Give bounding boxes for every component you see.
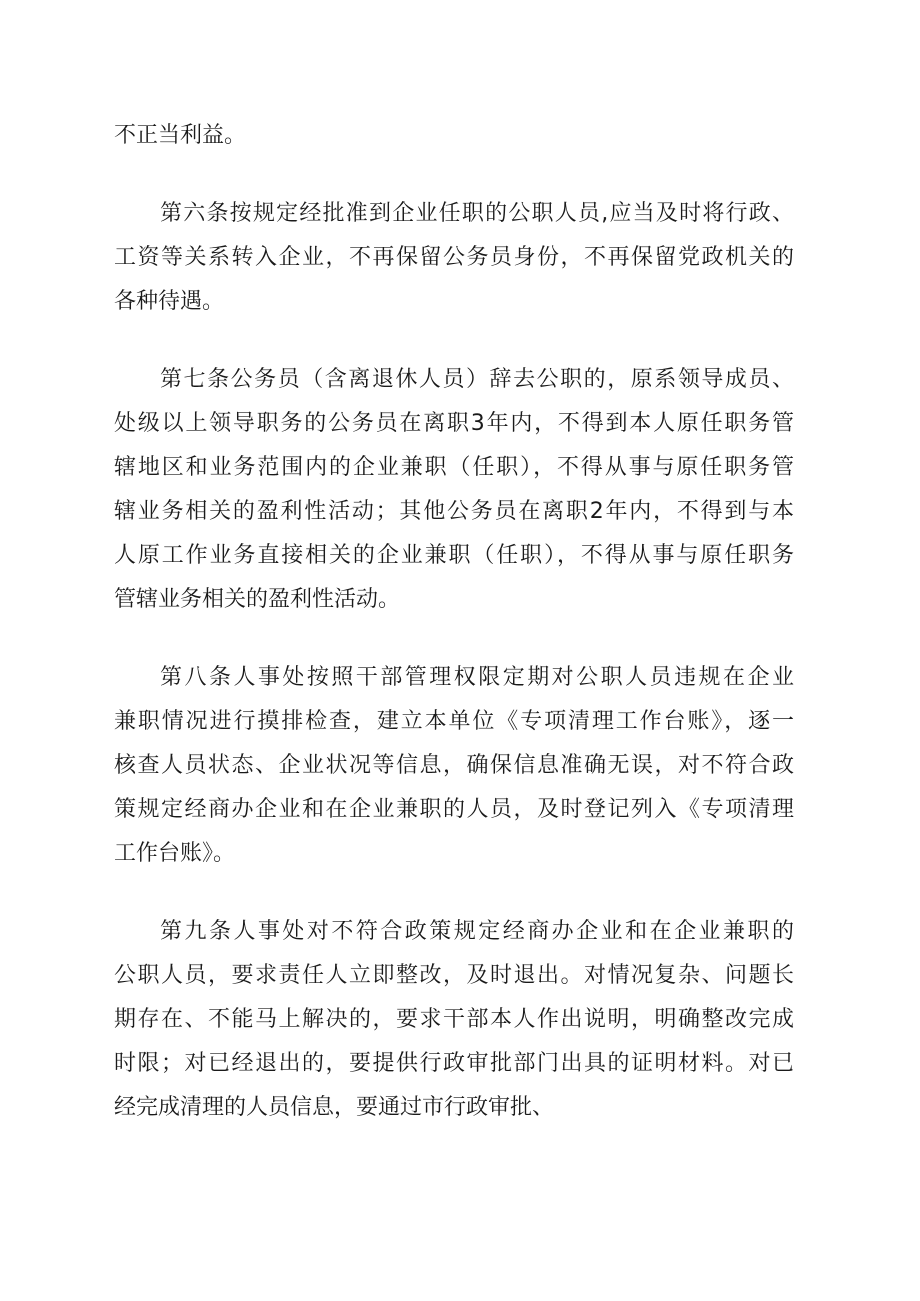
paragraph-article-6: [114, 192, 794, 324]
paragraph-article-8: [114, 656, 794, 876]
text-line: 工作台账》。: [114, 841, 236, 866]
text-line: 第八条人事处按照干部管理权限定期对公职人员违规在企业: [160, 665, 794, 690]
text-line: 处级以上领导职务的公务员在离职3年内，不得到本人原任职务管: [114, 411, 794, 436]
paragraph-article-9: [114, 910, 794, 1130]
text-line: 各种待遇。: [114, 289, 225, 314]
text-line: 辖业务相关的盈利性活动；其他公务员在离职2年内，不得到与本: [114, 499, 794, 524]
text-line: 经完成清理的人员信息，要通过市行政审批、: [114, 1095, 555, 1120]
paragraph-article-5-tail: [114, 114, 794, 158]
text-line: 公职人员，要求责任人立即整改，及时退出。对情况复杂、问题长: [114, 963, 794, 988]
text-line: 时限；对已经退出的，要提供行政审批部门出具的证明材料。对已: [114, 1051, 794, 1076]
text-line: 期存在、不能马上解决的，要求干部本人作出说明，明确整改完成: [114, 1007, 794, 1032]
document-body: [114, 114, 794, 1164]
text-line: 兼职情况进行摸排检查，建立本单位《专项清理工作台账》，逐一: [114, 709, 794, 734]
text-line: 不正当利益。: [114, 123, 247, 148]
text-line: 管辖业务相关的盈利性活动。: [114, 587, 401, 612]
text-line: 辖地区和业务范围内的企业兼职（任职），不得从事与原任职务管: [114, 455, 794, 480]
paragraph-article-7: [114, 358, 794, 622]
text-line: 策规定经商办企业和在企业兼职的人员，及时登记列入《专项清理: [114, 797, 794, 822]
text-line: 工资等关系转入企业，不再保留公务员身份，不再保留党政机关的: [114, 245, 794, 270]
text-line: 核查人员状态、企业状况等信息，确保信息准确无误，对不符合政: [114, 753, 794, 778]
text-line: 第六条按规定经批准到企业任职的公职人员,应当及时将行政、: [160, 201, 794, 226]
text-line: 第七条公务员（含离退休人员）辞去公职的，原系领导成员、: [160, 367, 794, 392]
text-line: 第九条人事处对不符合政策规定经商办企业和在企业兼职的: [160, 919, 794, 944]
text-line: 人原工作业务直接相关的企业兼职（任职），不得从事与原任职务: [114, 543, 794, 568]
